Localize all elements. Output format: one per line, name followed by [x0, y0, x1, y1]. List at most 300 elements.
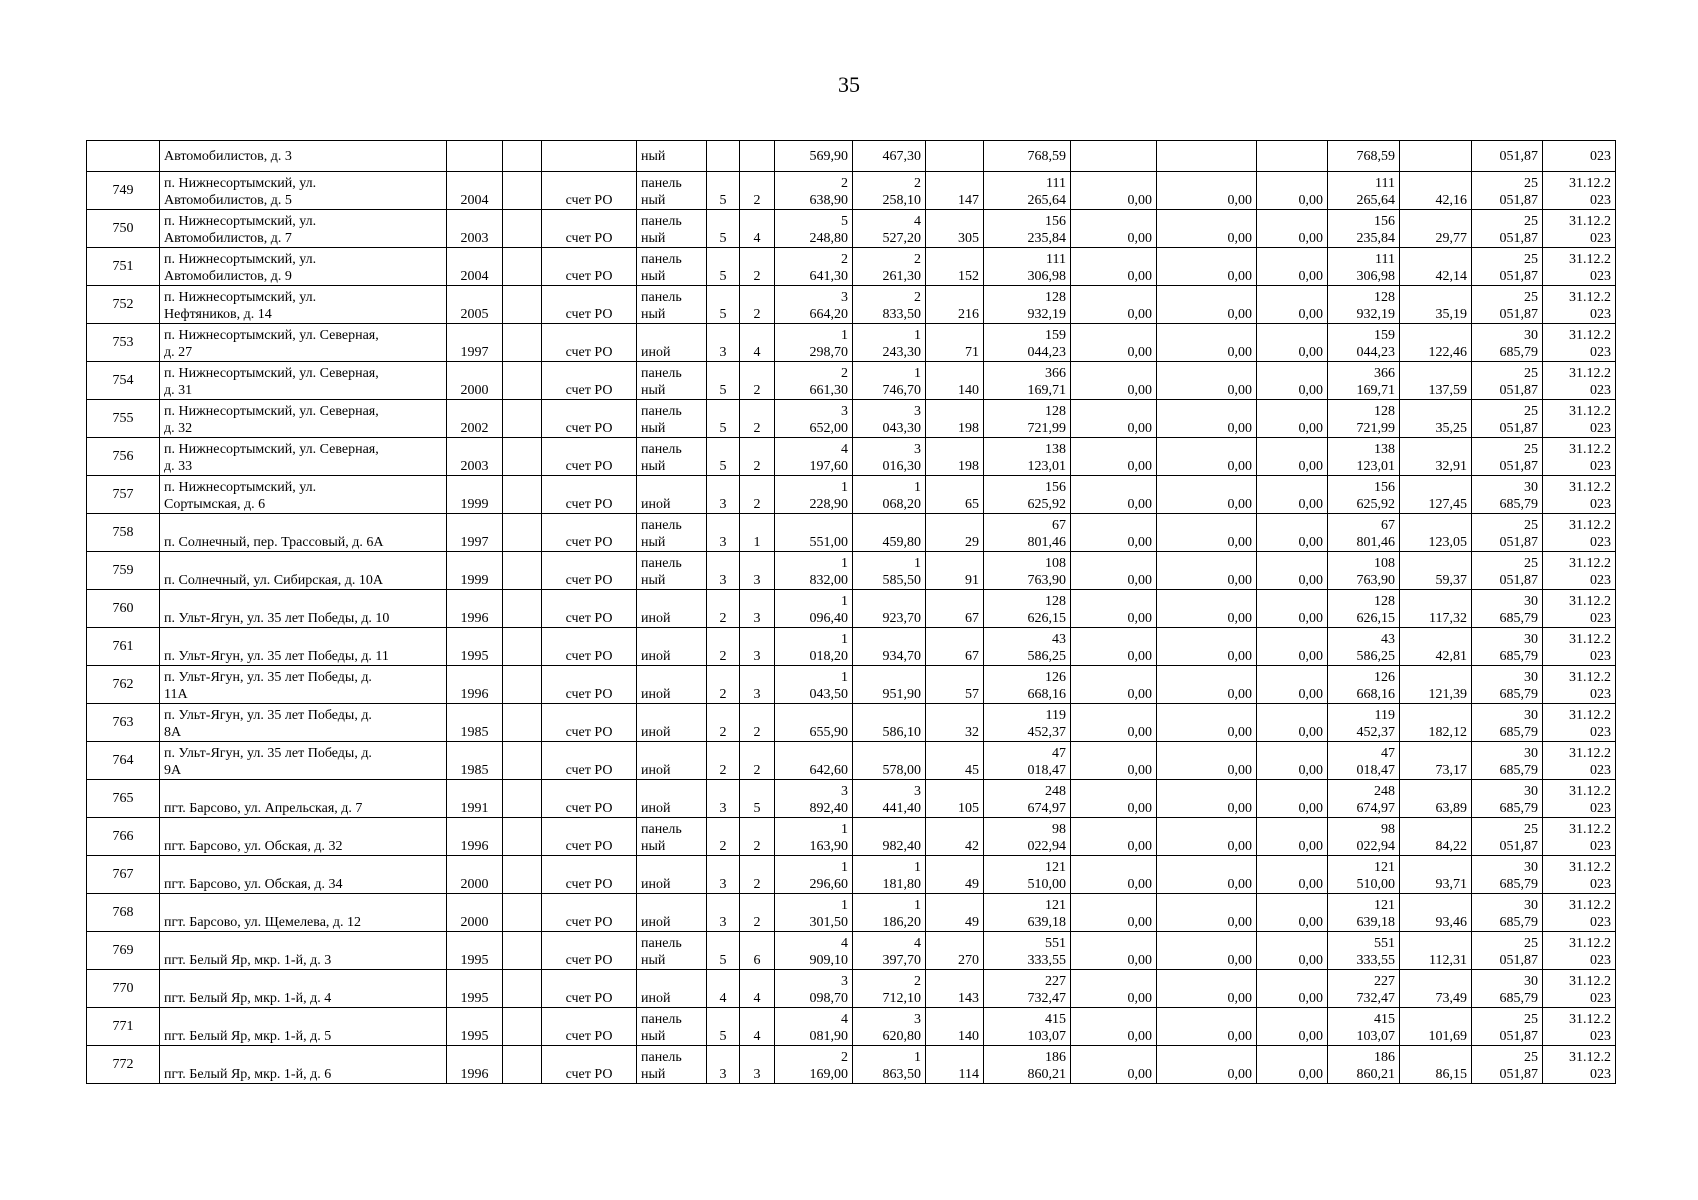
cell-deadline-line: 023	[1590, 611, 1611, 626]
cell-residents: 198	[926, 400, 984, 438]
table-row	[87, 894, 1616, 932]
cell-area-total-line: 3	[841, 784, 848, 799]
table-row	[87, 324, 1616, 362]
cell-empty	[503, 286, 542, 324]
cell-wall-type	[637, 628, 707, 666]
cell-address-line: п. Нижнесортымский, ул.	[164, 480, 317, 495]
cell-fund: счет РО	[542, 742, 637, 780]
cell-empty	[503, 666, 542, 704]
cell-floors: 2	[707, 666, 740, 704]
cell-area-total-line: 661,30	[809, 383, 848, 398]
cell-deadline	[1543, 780, 1616, 818]
cell-cost-total-line: 510,00	[1027, 877, 1066, 892]
cell-max-cost	[1472, 210, 1543, 248]
cell-address-line: пгт. Белый Яр, мкр. 1-й, д. 3	[164, 953, 332, 968]
cell-empty	[503, 400, 542, 438]
cell-deadline	[1543, 1008, 1616, 1046]
cell-max-cost	[1472, 780, 1543, 818]
cell-area-living	[853, 590, 926, 628]
cell-area-living	[853, 514, 926, 552]
cell-deadline-line: 023	[1590, 345, 1611, 360]
cell-deadline-line: 023	[1590, 307, 1611, 322]
cell-cost-total-line: 128	[1045, 290, 1066, 305]
cell-area-living	[853, 362, 926, 400]
cell-address-line: п. Ульт-Ягун, ул. 35 лет Победы, д. 10	[164, 611, 390, 626]
cell-deadline	[1543, 666, 1616, 704]
cell-entrances: 2	[740, 286, 775, 324]
cell-specific-cost: 59,37	[1400, 552, 1472, 590]
cell-area-living	[853, 742, 926, 780]
cell-deadline	[1543, 894, 1616, 932]
cell-max-cost	[1472, 1046, 1543, 1084]
cell-cost-total-line: 639,18	[1027, 915, 1066, 930]
cell-area-living-line: 261,30	[882, 269, 921, 284]
cell-address-line: п. Ульт-Ягун, ул. 35 лет Победы, д. 11	[164, 649, 389, 664]
cell-floors: 5	[707, 286, 740, 324]
cell-cost-1: 0,00	[1071, 400, 1157, 438]
cell-area-total	[775, 856, 853, 894]
cell-max-cost	[1472, 856, 1543, 894]
cell-cost-3: 0,00	[1257, 172, 1328, 210]
cell-deadline	[1543, 248, 1616, 286]
cell-num: 767	[87, 856, 160, 894]
cell-deadline-line: 023	[1590, 1029, 1611, 1044]
cell-deadline	[1543, 970, 1616, 1008]
cell-floors: 5	[707, 438, 740, 476]
cell-cost-final	[1328, 970, 1400, 1008]
cell-year: 1995	[447, 970, 503, 1008]
cell-area-total-line: 1	[841, 328, 848, 343]
cell-cost-1: 0,00	[1071, 362, 1157, 400]
cell-cost-1: 0,00	[1071, 704, 1157, 742]
cell-area-living	[853, 400, 926, 438]
cell-cost-2: 0,00	[1157, 666, 1257, 704]
cell-residents: 67	[926, 590, 984, 628]
cell-max-cost-line: 30	[1524, 328, 1538, 343]
cell-year	[447, 141, 503, 172]
cell-area-living-line	[857, 631, 921, 648]
cell-specific-cost: 93,71	[1400, 856, 1472, 894]
cell-cost-final-line: 860,21	[1356, 1067, 1395, 1082]
cell-address-line: пгт. Барсово, ул. Обская, д. 32	[164, 839, 343, 854]
cell-area-total-line: 228,90	[809, 497, 848, 512]
cell-cost-final	[1328, 552, 1400, 590]
cell-wall-type-line: иной	[641, 345, 671, 360]
cell-cost-3: 0,00	[1257, 970, 1328, 1008]
cell-year: 1996	[447, 666, 503, 704]
cell-wall-type-line: ный	[641, 383, 666, 398]
cell-residents: 49	[926, 856, 984, 894]
cell-year: 2002	[447, 400, 503, 438]
cell-deadline	[1543, 704, 1616, 742]
cell-area-total-line	[779, 745, 848, 762]
cell-address-line	[164, 517, 442, 534]
cell-cost-final-line: 156	[1374, 214, 1395, 229]
cell-specific-cost: 112,31	[1400, 932, 1472, 970]
cell-cost-1: 0,00	[1071, 1046, 1157, 1084]
cell-num: 762	[87, 666, 160, 704]
cell-cost-total	[984, 666, 1071, 704]
cell-cost-final-line: 186	[1374, 1050, 1395, 1065]
cell-cost-total-line: 333,55	[1027, 953, 1066, 968]
cell-area-total	[775, 400, 853, 438]
cell-wall-type-line: ный	[641, 1029, 666, 1044]
table-row	[87, 856, 1616, 894]
cell-address-line: п. Нижнесортымский, ул. Северная,	[164, 328, 379, 343]
cell-address-line: пгт. Барсово, ул. Щемелева, д. 12	[164, 915, 362, 930]
cell-area-living-line: 3	[914, 442, 921, 457]
cell-address-line: д. 32	[164, 421, 193, 436]
cell-residents: 140	[926, 362, 984, 400]
cell-address-line	[164, 973, 442, 990]
cell-cost-2: 0,00	[1157, 324, 1257, 362]
cell-area-total	[775, 704, 853, 742]
cell-address-line	[164, 783, 442, 800]
cell-floors: 2	[707, 818, 740, 856]
cell-floors: 5	[707, 362, 740, 400]
cell-cost-total-line: 227	[1045, 974, 1066, 989]
cell-address	[160, 628, 447, 666]
cell-address-line: пгт. Белый Яр, мкр. 1-й, д. 6	[164, 1067, 332, 1082]
cell-cost-final	[1328, 1008, 1400, 1046]
cell-cost-final-line: 452,37	[1356, 725, 1395, 740]
cell-residents	[926, 141, 984, 172]
cell-address	[160, 362, 447, 400]
cell-area-living	[853, 324, 926, 362]
cell-address-line	[164, 555, 442, 572]
cell-area-total-line: 642,60	[809, 763, 848, 778]
cell-area-living	[853, 970, 926, 1008]
cell-address-line	[164, 859, 442, 876]
cell-fund: счет РО	[542, 324, 637, 362]
cell-cost-total-line: 128	[1045, 404, 1066, 419]
cell-residents: 105	[926, 780, 984, 818]
cell-max-cost-line: 25	[1524, 176, 1538, 191]
cell-wall-type	[637, 1008, 707, 1046]
cell-wall-type-line: ный	[641, 573, 666, 588]
cell-cost-2: 0,00	[1157, 286, 1257, 324]
cell-num: 757	[87, 476, 160, 514]
cell-max-cost-line: 25	[1524, 822, 1538, 837]
cell-cost-1: 0,00	[1071, 780, 1157, 818]
cell-wall-type	[637, 590, 707, 628]
cell-address-line: пгт. Белый Яр, мкр. 1-й, д. 5	[164, 1029, 332, 1044]
cell-cost-final-line: 126	[1374, 670, 1395, 685]
cell-area-living	[853, 210, 926, 248]
cell-residents: 49	[926, 894, 984, 932]
cell-entrances: 3	[740, 590, 775, 628]
cell-address	[160, 666, 447, 704]
cell-cost-1: 0,00	[1071, 590, 1157, 628]
cell-cost-total-line: 932,19	[1027, 307, 1066, 322]
cell-cost-total-line: 47	[1052, 746, 1066, 761]
cell-cost-total	[984, 932, 1071, 970]
cell-cost-final-line: 159	[1374, 328, 1395, 343]
cell-area-living-line: 3	[914, 784, 921, 799]
cell-max-cost-line: 25	[1524, 518, 1538, 533]
cell-area-living-line: 243,30	[882, 345, 921, 360]
cell-cost-total-line: 721,99	[1027, 421, 1066, 436]
cell-cost-total-line: 044,23	[1027, 345, 1066, 360]
cell-empty	[503, 172, 542, 210]
cell-area-total	[775, 932, 853, 970]
cell-fund: счет РО	[542, 856, 637, 894]
cell-max-cost	[1472, 172, 1543, 210]
cell-area-total-line: 1	[841, 594, 848, 609]
cell-cost-final-line: 128	[1374, 290, 1395, 305]
cell-cost-3: 0,00	[1257, 248, 1328, 286]
cell-area-total-line: 2	[841, 176, 848, 191]
cell-num: 759	[87, 552, 160, 590]
cell-cost-3: 0,00	[1257, 324, 1328, 362]
cell-max-cost-line: 685,79	[1499, 763, 1538, 778]
cell-area-total	[775, 476, 853, 514]
cell-cost-final	[1328, 666, 1400, 704]
cell-max-cost-line: 25	[1524, 442, 1538, 457]
cell-deadline-line: 023	[1590, 1067, 1611, 1082]
cell-deadline-line: 31.12.2	[1569, 670, 1611, 685]
cell-deadline	[1543, 400, 1616, 438]
cell-empty	[503, 590, 542, 628]
cell-wall-type-line: ный	[641, 535, 666, 550]
cell-area-total	[775, 1046, 853, 1084]
cell-entrances: 2	[740, 894, 775, 932]
cell-max-cost-line: 25	[1524, 214, 1538, 229]
cell-wall-type-line	[641, 859, 702, 876]
cell-deadline	[1543, 324, 1616, 362]
cell-deadline-line: 31.12.2	[1569, 556, 1611, 571]
cell-cost-3: 0,00	[1257, 628, 1328, 666]
cell-area-living	[853, 1008, 926, 1046]
cell-empty	[503, 970, 542, 1008]
cell-max-cost-line: 25	[1524, 1012, 1538, 1027]
cell-area-total-line: 3	[841, 290, 848, 305]
cell-cost-final-line: 366	[1374, 366, 1395, 381]
table-row	[87, 666, 1616, 704]
cell-year: 1997	[447, 514, 503, 552]
cell-cost-2: 0,00	[1157, 628, 1257, 666]
cell-max-cost-line: 051,87	[1499, 1029, 1538, 1044]
cell-area-total	[775, 818, 853, 856]
cell-address	[160, 324, 447, 362]
cell-max-cost	[1472, 818, 1543, 856]
cell-max-cost-line: 685,79	[1499, 915, 1538, 930]
cell-cost-total	[984, 1008, 1071, 1046]
cell-wall-type-line: ный	[641, 839, 666, 854]
cell-cost-total	[984, 400, 1071, 438]
cell-area-living	[853, 172, 926, 210]
cell-entrances: 4	[740, 324, 775, 362]
cell-year: 1996	[447, 818, 503, 856]
table-row	[87, 362, 1616, 400]
cell-max-cost	[1472, 970, 1543, 1008]
cell-area-living	[853, 818, 926, 856]
cell-num: 765	[87, 780, 160, 818]
cell-cost-total	[984, 590, 1071, 628]
table-row	[87, 780, 1616, 818]
cell-specific-cost: 63,89	[1400, 780, 1472, 818]
cell-num: 764	[87, 742, 160, 780]
cell-cost-final	[1328, 704, 1400, 742]
cell-fund: счет РО	[542, 1008, 637, 1046]
cell-residents: 71	[926, 324, 984, 362]
cell-cost-total	[984, 172, 1071, 210]
cell-specific-cost: 42,14	[1400, 248, 1472, 286]
cell-wall-type	[637, 400, 707, 438]
cell-cost-total-line: 108	[1045, 556, 1066, 571]
cell-address-line: д. 33	[164, 459, 193, 474]
cell-cost-total-line: 668,16	[1027, 687, 1066, 702]
cell-address-line: п. Солнечный, пер. Трассовый, д. 6А	[164, 535, 384, 550]
cell-residents: 29	[926, 514, 984, 552]
cell-deadline	[1543, 210, 1616, 248]
cell-cost-total-line: 43	[1052, 632, 1066, 647]
cell-area-total-line: 163,90	[809, 839, 848, 854]
cell-address-line: п. Нижнесортымский, ул. Северная,	[164, 404, 379, 419]
cell-cost-total-line: 306,98	[1027, 269, 1066, 284]
cell-cost-final-line: 018,47	[1356, 763, 1395, 778]
cell-specific-cost: 137,59	[1400, 362, 1472, 400]
cell-num: 768	[87, 894, 160, 932]
cell-cost-2: 0,00	[1157, 172, 1257, 210]
cell-max-cost-line: 051,87	[1499, 535, 1538, 550]
cell-cost-final-line: 586,25	[1356, 649, 1395, 664]
cell-area-total	[775, 438, 853, 476]
cell-cost-final-line: 932,19	[1356, 307, 1395, 322]
cell-deadline-line: 31.12.2	[1569, 1012, 1611, 1027]
cell-cost-total-line: 248	[1045, 784, 1066, 799]
cell-cost-final-line: 67	[1381, 518, 1395, 533]
cell-cost-1: 0,00	[1071, 742, 1157, 780]
cell-wall-type-line: ный	[641, 421, 666, 436]
cell-entrances: 3	[740, 552, 775, 590]
cell-area-total-line: 098,70	[809, 991, 848, 1006]
cell-empty	[503, 932, 542, 970]
cell-specific-cost: 84,22	[1400, 818, 1472, 856]
cell-num: 752	[87, 286, 160, 324]
cell-area-total-line: 655,90	[809, 725, 848, 740]
cell-deadline: 023	[1543, 141, 1616, 172]
cell-address-line: Автомобилистов, д. 9	[164, 269, 292, 284]
cell-cost-total-line: 625,92	[1027, 497, 1066, 512]
cell-address-line	[164, 1011, 442, 1028]
cell-deadline	[1543, 742, 1616, 780]
cell-deadline-line: 023	[1590, 725, 1611, 740]
cell-empty	[503, 818, 542, 856]
cell-entrances: 5	[740, 780, 775, 818]
cell-area-living-line: 397,70	[882, 953, 921, 968]
cell-cost-final	[1328, 780, 1400, 818]
cell-wall-type-line	[641, 973, 702, 990]
cell-wall-type-line	[641, 593, 702, 610]
cell-cost-total	[984, 248, 1071, 286]
cell-max-cost-line: 30	[1524, 746, 1538, 761]
cell-area-total	[775, 324, 853, 362]
cell-deadline-line: 31.12.2	[1569, 252, 1611, 267]
cell-cost-1: 0,00	[1071, 932, 1157, 970]
cell-cost-final-line: 044,23	[1356, 345, 1395, 360]
cell-area-living	[853, 438, 926, 476]
cell-area-living-line: 620,80	[882, 1029, 921, 1044]
cell-fund: счет РО	[542, 780, 637, 818]
cell-area-total-line: 2	[841, 252, 848, 267]
cell-wall-type-line: панель	[641, 252, 682, 267]
cell-area-living-line: 3	[914, 1012, 921, 1027]
cell-fund: счет РО	[542, 552, 637, 590]
cell-cost-final-line: 551	[1374, 936, 1395, 951]
cell-area-total-line: 169,00	[809, 1067, 848, 1082]
cell-cost-total	[984, 362, 1071, 400]
cell-cost-final-line: 510,00	[1356, 877, 1395, 892]
table-row	[87, 1046, 1616, 1084]
cell-deadline	[1543, 286, 1616, 324]
cell-area-total	[775, 742, 853, 780]
cell-wall-type-line	[641, 897, 702, 914]
cell-wall-type	[637, 970, 707, 1008]
cell-cost-final	[1328, 362, 1400, 400]
cell-address	[160, 210, 447, 248]
cell-cost-2: 0,00	[1157, 476, 1257, 514]
cell-floors: 4	[707, 970, 740, 1008]
cell-specific-cost	[1400, 141, 1472, 172]
cell-cost-total-line: 119	[1045, 708, 1066, 723]
cell-cost-2: 0,00	[1157, 818, 1257, 856]
cell-wall-type: ный	[637, 141, 707, 172]
cell-address-line: д. 27	[164, 345, 193, 360]
cell-area-total-line: 1	[841, 822, 848, 837]
cell-entrances: 4	[740, 210, 775, 248]
cell-max-cost-line: 051,87	[1499, 269, 1538, 284]
cell-area-living-line	[857, 745, 921, 762]
cell-deadline-line: 31.12.2	[1569, 366, 1611, 381]
cell-cost-2: 0,00	[1157, 248, 1257, 286]
cell-max-cost-line: 685,79	[1499, 687, 1538, 702]
cell-max-cost-line: 25	[1524, 252, 1538, 267]
cell-deadline-line: 023	[1590, 915, 1611, 930]
cell-cost-2: 0,00	[1157, 362, 1257, 400]
cell-deadline	[1543, 856, 1616, 894]
cell-area-total-line: 551,00	[809, 535, 848, 550]
cell-address-line: пгт. Белый Яр, мкр. 1-й, д. 4	[164, 991, 332, 1006]
cell-cost-3: 0,00	[1257, 1046, 1328, 1084]
table-row	[87, 818, 1616, 856]
cell-cost-total-line: 235,84	[1027, 231, 1066, 246]
cell-num: 754	[87, 362, 160, 400]
cell-area-living	[853, 552, 926, 590]
cell-cost-final-line: 128	[1374, 404, 1395, 419]
cell-wall-type-line: панель	[641, 822, 682, 837]
cell-deadline-line: 31.12.2	[1569, 708, 1611, 723]
cell-empty	[503, 1046, 542, 1084]
cell-wall-type-line: ный	[641, 307, 666, 322]
cell-wall-type-line: панель	[641, 290, 682, 305]
cell-year: 2000	[447, 362, 503, 400]
cell-residents: 32	[926, 704, 984, 742]
cell-wall-type-line: панель	[641, 176, 682, 191]
cell-year: 1996	[447, 1046, 503, 1084]
cell-area-living	[853, 856, 926, 894]
cell-wall-type	[637, 856, 707, 894]
cell-deadline	[1543, 932, 1616, 970]
cell-specific-cost: 93,46	[1400, 894, 1472, 932]
cell-floors: 5	[707, 1008, 740, 1046]
cell-cost-final-line: 121	[1374, 898, 1395, 913]
cell-wall-type-line	[641, 745, 702, 762]
cell-cost-total-line: 111	[1046, 252, 1066, 267]
cell-address-line: пгт. Барсово, ул. Обская, д. 34	[164, 877, 343, 892]
cell-cost-1: 0,00	[1071, 248, 1157, 286]
cell-entrances: 2	[740, 438, 775, 476]
